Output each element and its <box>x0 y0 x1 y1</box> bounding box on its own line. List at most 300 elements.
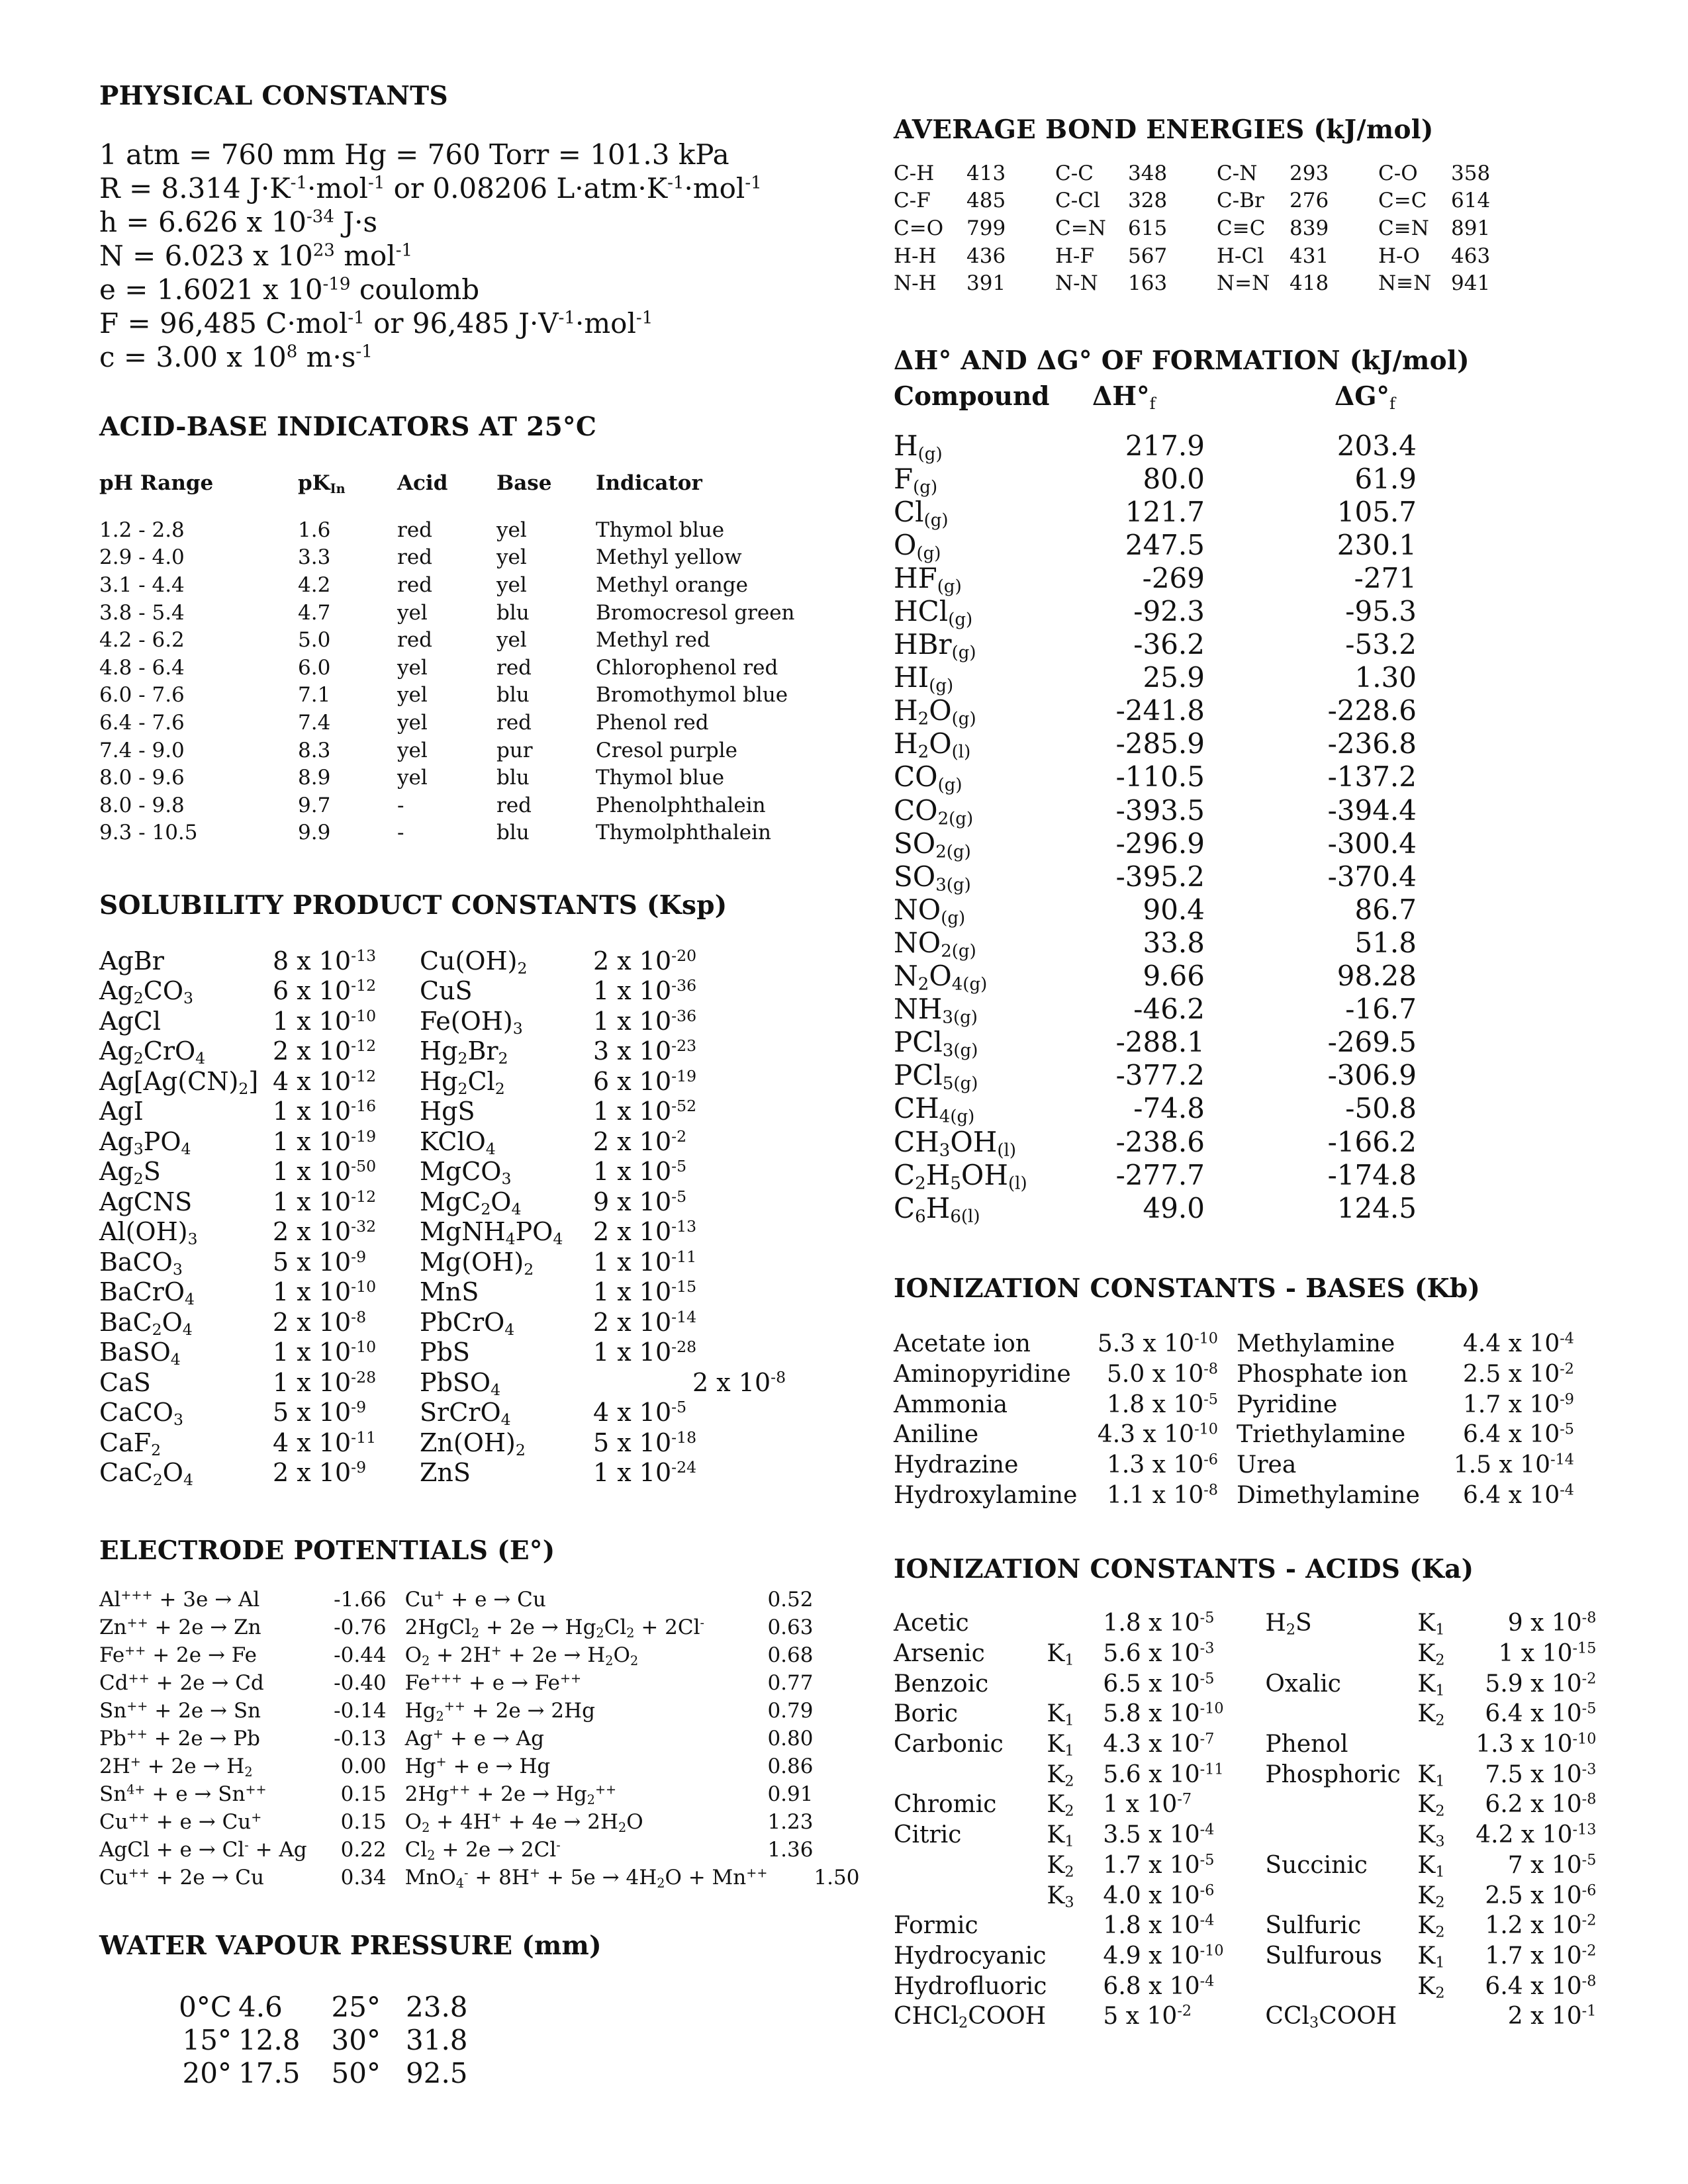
base-name: Pyridine <box>1237 1390 1338 1418</box>
half-reaction: Pb++ + 2e → Pb <box>99 1726 261 1751</box>
indicator-name: Methyl red <box>596 628 710 653</box>
ph-range: 8.0 - 9.8 <box>99 793 185 817</box>
ksp-value: 1 x $10^{-50}$ <box>273 1157 377 1187</box>
formation-row <box>894 594 1417 627</box>
potential-value: 0.22 <box>340 1838 387 1862</box>
ph-range: 3.1 - 4.4 <box>99 572 185 597</box>
ka-value: 5 x $10^{-2}$ <box>1103 2003 1192 2030</box>
compound: $O_{(g)}$ <box>894 528 941 564</box>
compound: $C_6H_{6(l)}$ <box>894 1191 980 1227</box>
indicator-name: Chlorophenol red <box>596 655 778 680</box>
constant-index <box>1047 1971 1103 2001</box>
ksp-value: 1 x $10^{-28}$ <box>273 1367 377 1397</box>
bond-row <box>894 269 1540 297</box>
section-title: WATER VAPOUR PRESSURE (mm) <box>99 1931 602 1961</box>
enthalpy-value: -36.2 <box>1133 628 1205 661</box>
base-name: Hydrazine <box>894 1451 1019 1479</box>
col-header: Indicator <box>596 471 702 495</box>
base-name: Triethylamine <box>1237 1421 1406 1449</box>
base-color: blu <box>496 683 530 707</box>
bond-type: N-N <box>1055 271 1098 296</box>
gibbs-value: -228.6 <box>1327 694 1417 727</box>
base-color: yel <box>496 628 527 653</box>
acid-color: red <box>397 628 433 653</box>
gibbs-value: -370.4 <box>1327 860 1417 893</box>
kb-value: 6.4 x $10^{-4}$ <box>1463 1481 1574 1509</box>
bond-energy: 163 <box>1128 271 1168 296</box>
bond-type: H-F <box>1055 244 1095 268</box>
base-color: blu <box>496 600 530 625</box>
ka-row <box>894 1850 1596 1881</box>
constant-index <box>1417 1729 1470 1760</box>
ksp-value: 4 x $10^{-5}$ <box>593 1398 687 1428</box>
compound: PbSO$_4$ <box>420 1367 501 1399</box>
compound: $H_{(g)}$ <box>894 429 943 465</box>
acid-name <box>1265 1639 1417 1669</box>
enthalpy-value: -377.2 <box>1115 1059 1205 1092</box>
electrode-row <box>99 1836 859 1864</box>
acid-color: yel <box>397 683 428 707</box>
potential-value: 1.23 <box>767 1810 814 1834</box>
bond-type: C-O <box>1378 161 1418 185</box>
col-header: Base <box>496 471 552 495</box>
ksp-value: 5 x $10^{-9}$ <box>273 1398 367 1428</box>
compound: AgI <box>99 1097 144 1126</box>
acid-name: Phenol <box>1265 1731 1348 1758</box>
compound: $HF_{(g)}$ <box>894 561 962 597</box>
bond-type: N-H <box>894 271 937 296</box>
formation-row <box>894 893 1417 926</box>
compound: $Ag_2S$ <box>99 1157 161 1189</box>
ka-value: 4.9 x $10^{-10}$ <box>1103 1942 1224 1970</box>
bond-type: C-Cl <box>1055 189 1100 213</box>
bond-energy: 413 <box>966 161 1006 185</box>
pressure-value: 23.8 <box>406 1990 468 2023</box>
bond-energy: 614 <box>1451 189 1491 213</box>
ksp-value: 2 x $10^{-8}$ <box>273 1307 367 1337</box>
ka-table <box>894 1608 1596 2032</box>
formation-row <box>894 561 1417 594</box>
bond-type: C≡C <box>1217 216 1266 240</box>
temperature: 30° <box>331 2023 381 2056</box>
acid-color: red <box>397 518 433 542</box>
enthalpy-value: -296.9 <box>1115 827 1205 860</box>
ksp-row <box>99 1217 786 1248</box>
bond-type: C-H <box>894 161 935 185</box>
half-reaction: $2H^+ + 2e \to H_2$ <box>99 1754 253 1780</box>
compound: CuS <box>420 976 473 1006</box>
compound: $SO_{3(g)}$ <box>894 860 971 895</box>
gibbs-value: 1.30 <box>1354 661 1417 694</box>
ka-value: 1.8 x $10^{-4}$ <box>1103 1911 1215 1940</box>
indicator-name: Methyl yellow <box>596 545 742 570</box>
potential-value: -0.44 <box>334 1643 387 1667</box>
ka-value: 5.6 x $10^{-11}$ <box>1103 1760 1224 1788</box>
acid-color: yel <box>397 738 428 762</box>
ka-value: 5.9 x $10^{-2}$ <box>1485 1670 1597 1698</box>
ksp-row <box>99 1126 786 1157</box>
constant-index: $K_2$ <box>1417 1882 1445 1911</box>
ph-range: 8.0 - 9.6 <box>99 766 185 790</box>
base-name: Aminopyridine <box>894 1361 1071 1388</box>
enthalpy-value: -46.2 <box>1133 993 1205 1026</box>
ka-value: 4.0 x $10^{-6}$ <box>1103 1882 1215 1909</box>
enthalpy-value: 80.0 <box>1143 462 1205 495</box>
vapour-row <box>165 2056 468 2089</box>
indicator-name: Thymol blue <box>596 766 725 790</box>
constant-index: $K_1$ <box>1417 1851 1445 1881</box>
constant-index: $K_3$ <box>1417 1821 1445 1850</box>
acid-name <box>894 1759 1047 1790</box>
indicator-name: Phenol red <box>596 710 709 735</box>
potential-value: -1.66 <box>334 1588 387 1612</box>
ph-range: 1.2 - 2.8 <box>99 518 185 542</box>
col-header: $pK_{In}$ <box>298 471 346 496</box>
ksp-value: 1 x $10^{-36}$ <box>593 1006 697 1036</box>
enthalpy-value: -285.9 <box>1115 727 1205 760</box>
electrode-row <box>99 1641 859 1669</box>
electrode-row <box>99 1669 859 1697</box>
ksp-value: 2 x $10^{-20}$ <box>593 946 697 976</box>
indicator-row <box>99 599 795 627</box>
compound: $Hg_2Br_2$ <box>420 1036 508 1068</box>
bond-type: C=N <box>1055 216 1106 240</box>
constant-index: $K_2$ <box>1047 1791 1074 1821</box>
constant-index: $K_1$ <box>1417 1670 1445 1700</box>
acid-name: Hydrocyanic <box>894 1942 1047 1970</box>
ksp-value: 2 x $10^{-32}$ <box>273 1217 377 1247</box>
section-title: AVERAGE BOND ENERGIES (kJ/mol) <box>894 114 1434 145</box>
electrode-table <box>99 1586 859 1891</box>
avogadro-constant: N = 6.023 x $10^{23}$ mol$^{-1}$ <box>99 240 413 272</box>
indicator-name: Cresol purple <box>596 738 737 762</box>
bond-table <box>894 159 1540 297</box>
bond-row <box>894 159 1540 187</box>
gibbs-value: 230.1 <box>1336 528 1417 561</box>
gibbs-value: 86.7 <box>1354 893 1417 926</box>
indicator-row <box>99 819 795 847</box>
formation-header-row <box>894 381 1417 412</box>
electrode-row <box>99 1752 859 1780</box>
ksp-value: 3 x $10^{-23}$ <box>593 1036 697 1066</box>
constant-index: $K_1$ <box>1047 1731 1074 1760</box>
compound: CaF$_2$ <box>99 1428 162 1459</box>
pk-value: 7.4 <box>298 710 331 735</box>
bond-energy: 391 <box>966 271 1006 296</box>
gibbs-value: 203.4 <box>1336 429 1417 462</box>
bond-energy: 485 <box>966 189 1006 213</box>
compound: $Hg_2Cl_2$ <box>420 1066 505 1098</box>
half-reaction: Cu+ + e → Cu <box>404 1587 546 1612</box>
acid-name: $H_2S$ <box>1265 1610 1312 1639</box>
compound: SrCrO$_4$ <box>420 1398 511 1430</box>
ka-row <box>894 1880 1596 1911</box>
compound: AgBr <box>99 946 164 976</box>
formation-row <box>894 661 1417 694</box>
constant-index <box>1047 1668 1103 1699</box>
ksp-value: 2 x $10^{-12}$ <box>273 1036 377 1066</box>
acid-name: CCl$_3$COOH <box>1265 2003 1397 2032</box>
section-title: SOLUBILITY PRODUCT CONSTANTS (Ksp) <box>99 890 727 921</box>
half-reaction: 2HgCl$_2$ + $2e \to Hg_2Cl_2 + 2Cl^-$ <box>404 1615 705 1641</box>
ksp-value: 1 x $10^{-36}$ <box>593 976 697 1006</box>
ka-value: 6.8 x $10^{-4}$ <box>1103 1972 1215 2000</box>
base-color: red <box>496 655 532 680</box>
indicator-row <box>99 626 795 654</box>
half-reaction: Sn++ + 2e → Sn <box>99 1698 261 1723</box>
ksp-value: 2 x $10^{-2}$ <box>593 1126 687 1156</box>
bond-type: H-Cl <box>1217 244 1264 268</box>
kb-value: 5.3 x $10^{-10}$ <box>1097 1330 1218 1358</box>
potential-value: -0.76 <box>334 1615 387 1639</box>
formation-row <box>894 462 1417 495</box>
ka-value: 4.2 x $10^{-13}$ <box>1476 1821 1597 1849</box>
acid-name: Oxalic <box>1265 1670 1341 1698</box>
acid-name: CHCl$_2$COOH <box>894 2003 1047 2032</box>
constant-index: $K_2$ <box>1047 1851 1074 1881</box>
compound: $C_2H_5OH_{(l)}$ <box>894 1158 1027 1194</box>
formation-row <box>894 926 1417 959</box>
pressure-value: 17.5 <box>238 2056 301 2089</box>
compound: HgS <box>420 1097 475 1126</box>
ka-value: 2 x $10^{-1}$ <box>1507 2003 1597 2030</box>
compound: MnS <box>420 1277 479 1307</box>
bond-energy: 567 <box>1128 244 1168 268</box>
potential-value: 0.86 <box>767 1754 814 1778</box>
ksp-row <box>99 1367 786 1398</box>
acid-name: Arsenic <box>894 1640 985 1668</box>
gibbs-value: -53.2 <box>1345 628 1417 661</box>
pressure-value: 4.6 <box>238 1990 283 2023</box>
enthalpy-value: 247.5 <box>1125 528 1205 561</box>
physical-constants-section <box>99 81 762 374</box>
ksp-row <box>99 1277 786 1308</box>
enthalpy-value: -395.2 <box>1115 860 1205 893</box>
gibbs-value: -269.5 <box>1327 1026 1417 1059</box>
section-title: IONIZATION CONSTANTS - BASES (Kb) <box>894 1273 1481 1304</box>
base-name: Ammonia <box>894 1390 1008 1418</box>
ka-value: 1.7 x $10^{-5}$ <box>1103 1851 1215 1879</box>
pk-value: 4.2 <box>298 572 331 597</box>
pk-value: 1.6 <box>298 518 331 542</box>
ka-value: 1 x $10^{-15}$ <box>1498 1639 1597 1668</box>
potential-value: -0.40 <box>334 1671 387 1695</box>
ka-value: 7.5 x $10^{-3}$ <box>1485 1760 1597 1788</box>
ka-row <box>894 1668 1596 1699</box>
electrode-row <box>99 1614 859 1641</box>
col-header: $\Delta H^\circ_f$ <box>1092 381 1156 414</box>
gibbs-value: 124.5 <box>1336 1191 1417 1224</box>
bond-energy: 431 <box>1289 244 1329 268</box>
compound: CaS <box>99 1367 151 1397</box>
half-reaction: Fe++ + 2e → Fe <box>99 1643 257 1667</box>
pk-value: 8.3 <box>298 738 331 762</box>
acid-color: yel <box>397 600 428 625</box>
gas-constant: R = 8.314 $J\cdot K^{-1}\cdot mol^{-1}$ or 0.08206 $L\cdot atm\cdot K^{-1}\cdot mol^{-1}$ <box>99 172 762 205</box>
indicator-name: Bromothymol blue <box>596 683 788 707</box>
acid-color: - <box>397 821 404 845</box>
ksp-value: 5 x $10^{-9}$ <box>273 1247 367 1277</box>
ph-range: 6.4 - 7.6 <box>99 710 185 735</box>
ksp-row <box>99 1307 786 1338</box>
bond-energy: 293 <box>1289 161 1329 185</box>
potential-value: 0.63 <box>767 1615 814 1639</box>
acid-name <box>894 1880 1047 1911</box>
half-reaction: Cu++ + 2e → Cu <box>99 1865 264 1889</box>
kb-value: 5.0 x $10^{-8}$ <box>1107 1360 1218 1388</box>
bond-type: C=O <box>894 216 944 240</box>
acid-name <box>1265 1790 1417 1820</box>
ka-value: 1.2 x $10^{-2}$ <box>1485 1911 1597 1940</box>
temperature: 50° <box>331 2056 381 2089</box>
half-reaction: $Cl_2 + 2e \to 2Cl^-$ <box>404 1837 561 1863</box>
ksp-value: 2 x $10^{-13}$ <box>593 1217 697 1247</box>
ksp-value: 4 x $10^{-11}$ <box>273 1428 377 1457</box>
formation-row <box>894 760 1417 794</box>
pk-value: 4.7 <box>298 600 331 625</box>
compound: $Ag_2CrO_4$ <box>99 1036 206 1068</box>
ksp-table <box>99 946 786 1488</box>
compound: $Cu(OH)_2$ <box>420 946 528 978</box>
ka-row <box>894 1941 1596 1972</box>
compound: $NO_{(g)}$ <box>894 893 966 929</box>
bond-type: H-O <box>1378 244 1420 268</box>
ka-value: 1.8 x $10^{-5}$ <box>1103 1610 1215 1637</box>
ksp-value: 4 x $10^{-12}$ <box>273 1066 377 1096</box>
base-color: blu <box>496 766 530 790</box>
compound: BaCrO$_4$ <box>99 1277 195 1309</box>
ka-row <box>894 1729 1596 1760</box>
kb-value: 1.5 x $10^{-14}$ <box>1453 1451 1574 1479</box>
half-reaction: Hg+ + e → Hg <box>404 1754 551 1778</box>
compound: $N_2O_{4(g)}$ <box>894 960 988 995</box>
half-reaction: Al+++ + 3e → Al <box>99 1587 260 1612</box>
ka-value: 2.5 x $10^{-6}$ <box>1485 1882 1597 1909</box>
formation-row <box>894 960 1417 993</box>
potential-value: 0.34 <box>340 1866 387 1889</box>
ksp-row <box>99 1338 786 1368</box>
base-color: yel <box>496 518 527 542</box>
planck-constant: h = 6.626 x $10^{-34}$ J·s <box>99 206 378 238</box>
compound: $Ag[Ag(CN)_2]$ <box>99 1066 259 1098</box>
ka-value: 1 x $10^{-7}$ <box>1103 1791 1192 1819</box>
compound: $Fe(OH)_3$ <box>420 1006 523 1038</box>
acid-name: Hydrofluoric <box>894 1972 1047 2000</box>
pressure-value: 92.5 <box>406 2056 468 2089</box>
indicator-row <box>99 792 795 819</box>
compound: $CO_{(g)}$ <box>894 760 962 796</box>
indicator-name: Thymolphthalein <box>596 821 771 845</box>
section-title: ΔH° AND ΔG° OF FORMATION (kJ/mol) <box>894 345 1470 376</box>
ka-row <box>894 1639 1596 1669</box>
ph-range: 3.8 - 5.4 <box>99 600 185 625</box>
gibbs-value: -394.4 <box>1327 794 1417 827</box>
kb-value: 6.4 x $10^{-5}$ <box>1463 1421 1574 1449</box>
base-name: Aniline <box>894 1421 979 1449</box>
potential-value: 0.77 <box>767 1671 814 1695</box>
enthalpy-value: 121.7 <box>1125 495 1205 528</box>
acid-color: yel <box>397 710 428 735</box>
electron-charge: e = 1.6021 x $10^{-19}$ coulomb <box>99 273 480 306</box>
ksp-row <box>99 1006 786 1036</box>
potential-value: 0.79 <box>767 1699 814 1723</box>
ksp-value: 1 x $10^{-11}$ <box>593 1247 697 1277</box>
compound: $Ag_3PO_4$ <box>99 1126 191 1158</box>
kb-row <box>894 1450 1574 1480</box>
bond-row <box>894 214 1540 242</box>
half-reaction: $O_2 + 2H^+ + 2e \to H_2O_2$ <box>404 1643 639 1668</box>
kb-value: 2.5 x $10^{-2}$ <box>1463 1360 1574 1388</box>
gibbs-value: -16.7 <box>1345 993 1417 1026</box>
constant-index: $K_1$ <box>1047 1700 1074 1729</box>
indicators-section <box>99 412 795 846</box>
acid-name <box>1265 1971 1417 2001</box>
vapour-section <box>99 1931 602 2089</box>
indicator-row <box>99 709 795 737</box>
ksp-row <box>99 946 786 976</box>
ksp-row <box>99 1097 786 1127</box>
enthalpy-value: -269 <box>1142 561 1205 594</box>
enthalpy-value: 217.9 <box>1125 429 1205 462</box>
ksp-row <box>99 1157 786 1187</box>
ksp-value: 1 x $10^{-16}$ <box>273 1097 377 1126</box>
kb-section <box>894 1273 1574 1510</box>
base-name: Acetate ion <box>894 1330 1031 1358</box>
compound: ZnS <box>420 1458 471 1488</box>
constant-index: $K_1$ <box>1047 1821 1074 1850</box>
compound: AgCl <box>99 1006 161 1036</box>
constant-index <box>1047 1608 1103 1639</box>
section-title: PHYSICAL CONSTANTS <box>99 81 448 111</box>
temperature: 15° <box>182 2023 232 2056</box>
half-reaction: Cu++ + e → Cu+ <box>99 1809 262 1834</box>
constant-index <box>1417 2001 1470 2032</box>
acid-name: Benzoic <box>894 1670 989 1698</box>
enthalpy-value: -92.3 <box>1133 595 1205 628</box>
constant-index: $K_1$ <box>1047 1640 1074 1669</box>
ph-range: 9.3 - 10.5 <box>99 821 198 845</box>
formation-row <box>894 1191 1417 1224</box>
ka-value: 4.3 x $10^{-7}$ <box>1103 1730 1215 1758</box>
col-header: Compound <box>894 381 1050 412</box>
kb-row <box>894 1480 1574 1510</box>
section-title: IONIZATION CONSTANTS - ACIDS (Ka) <box>894 1554 1474 1584</box>
kb-value: 1.3 x $10^{-6}$ <box>1107 1451 1218 1479</box>
col-header: pH Range <box>99 471 214 495</box>
pressure-value: 12.8 <box>238 2023 301 2056</box>
gibbs-value: -306.9 <box>1327 1059 1417 1092</box>
acid-name: Carbonic <box>894 1731 1004 1758</box>
formation-row <box>894 794 1417 827</box>
base-name: Methylamine <box>1237 1330 1395 1358</box>
acid-name <box>894 1850 1047 1881</box>
potential-value: 0.80 <box>767 1727 814 1751</box>
gibbs-value: -137.2 <box>1327 760 1417 794</box>
kb-row <box>894 1389 1574 1420</box>
compound: $Zn(OH)_2$ <box>420 1428 526 1459</box>
enthalpy-value: 9.66 <box>1143 960 1205 993</box>
acid-name: Phosphoric <box>1265 1760 1401 1788</box>
constant-index: $K_2$ <box>1417 1640 1445 1669</box>
temperature: 25° <box>331 1990 381 2023</box>
potential-value: 0.15 <box>340 1782 387 1806</box>
bond-energy: 615 <box>1128 216 1168 240</box>
enthalpy-value: -74.8 <box>1133 1092 1205 1125</box>
electrode-row <box>99 1864 859 1891</box>
ka-value: 5.6 x $10^{-3}$ <box>1103 1639 1215 1668</box>
gibbs-value: -166.2 <box>1327 1125 1417 1158</box>
compound: HBr$_{(g)}$ <box>894 628 976 663</box>
